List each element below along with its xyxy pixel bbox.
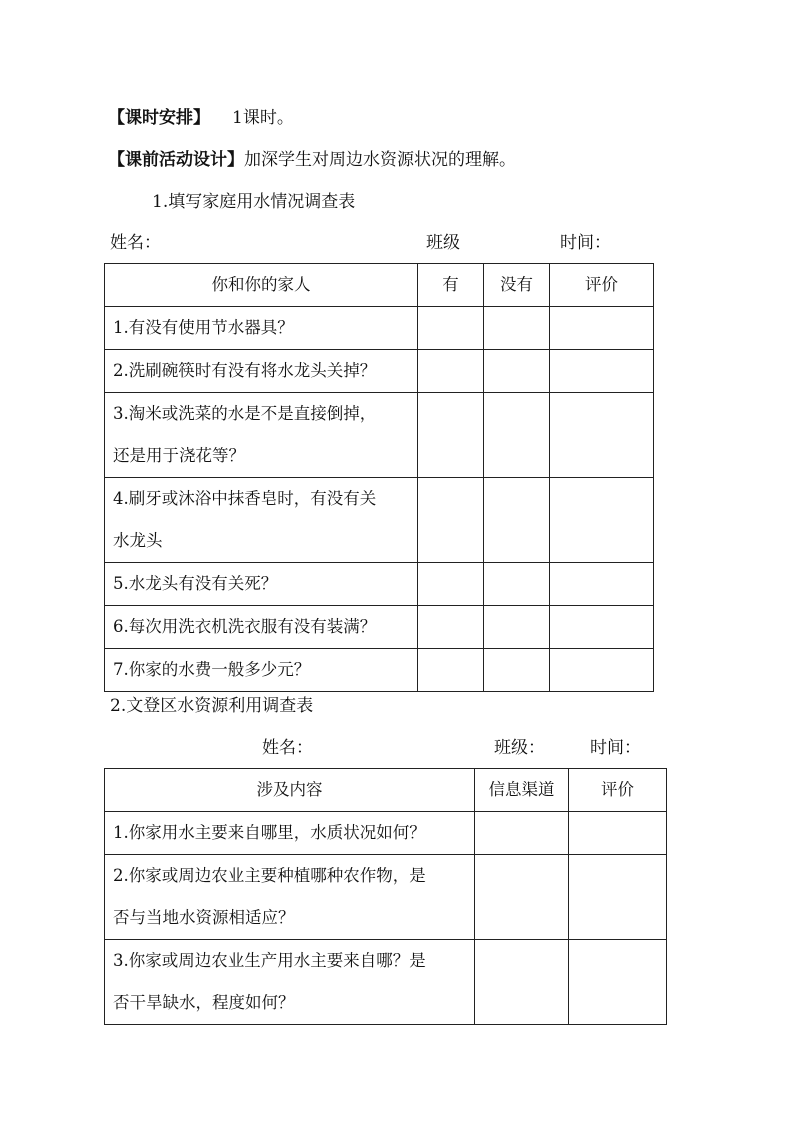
question-line: 2.你家或周边农业主要种植哪种农作物，是 [113, 866, 426, 885]
survey2-title: 2.文登区水资源利用调查表 [110, 696, 314, 716]
schedule-line [108, 106, 294, 130]
header-cell: 信息渠道 [475, 769, 569, 812]
preclass-line [108, 148, 516, 172]
water-resource-survey-table [104, 768, 667, 1025]
survey1-name-label: 姓名： [110, 233, 161, 253]
question-cell: 5.水龙头有没有关死？ [105, 563, 418, 606]
answer-cell-yes[interactable] [418, 606, 484, 649]
info-channel-cell[interactable] [475, 855, 569, 940]
evaluation-cell[interactable] [550, 478, 654, 563]
answer-cell-yes[interactable] [418, 307, 484, 350]
table-row [105, 606, 654, 649]
question-cell: 7.你家的水费一般多少元？ [105, 649, 418, 692]
question-cell: 1.你家用水主要来自哪里，水质状况如何？ [105, 812, 475, 855]
survey2-class-label: 班级： [494, 738, 545, 758]
table-row [105, 940, 667, 1025]
survey2-time-label: 时间： [590, 738, 641, 758]
preclass-label: 【课前活动设计】 [108, 150, 244, 170]
question-line: 否与当地水资源相适应？ [113, 908, 295, 927]
table-row [105, 649, 654, 692]
answer-cell-yes[interactable] [418, 393, 484, 478]
question-line: 3.你家或周边农业生产用水主要来自哪？是 [113, 951, 426, 970]
header-cell: 评价 [569, 769, 667, 812]
answer-cell-no[interactable] [484, 307, 550, 350]
evaluation-cell[interactable] [550, 606, 654, 649]
evaluation-cell[interactable] [550, 307, 654, 350]
answer-cell-no[interactable] [484, 478, 550, 563]
header-cell: 没有 [484, 264, 550, 307]
evaluation-cell[interactable] [550, 649, 654, 692]
evaluation-cell[interactable] [569, 812, 667, 855]
header-cell: 评价 [550, 264, 654, 307]
question-cell [105, 478, 418, 563]
table-row [105, 563, 654, 606]
answer-cell-no[interactable] [484, 649, 550, 692]
question-cell [105, 940, 475, 1025]
answer-cell-no[interactable] [484, 563, 550, 606]
answer-cell-yes[interactable] [418, 478, 484, 563]
header-cell: 你和你的家人 [105, 264, 418, 307]
schedule-value: 1课时。 [232, 108, 294, 128]
header-cell: 涉及内容 [105, 769, 475, 812]
survey1-time-label: 时间： [560, 233, 611, 253]
question-line: 4.刷牙或沐浴中抹香皂时，有没有关 [113, 489, 377, 508]
answer-cell-yes[interactable] [418, 350, 484, 393]
question-cell: 2.洗刷碗筷时有没有将水龙头关掉？ [105, 350, 418, 393]
info-channel-cell[interactable] [475, 940, 569, 1025]
table-row [105, 812, 667, 855]
household-water-survey-table [104, 263, 654, 692]
evaluation-cell[interactable] [550, 350, 654, 393]
table-header-row [105, 264, 654, 307]
answer-cell-no[interactable] [484, 393, 550, 478]
table-row [105, 393, 654, 478]
evaluation-cell[interactable] [550, 563, 654, 606]
table-row [105, 855, 667, 940]
preclass-value: 加深学生对周边水资源状况的理解。 [244, 150, 516, 170]
question-line: 否干旱缺水，程度如何？ [113, 993, 295, 1012]
table-row [105, 478, 654, 563]
question-cell [105, 393, 418, 478]
survey2-name-label: 姓名： [262, 738, 313, 758]
table-row [105, 350, 654, 393]
table-header-row [105, 769, 667, 812]
table-row [105, 307, 654, 350]
question-line: 水龙头 [113, 531, 163, 550]
survey1-title: 1.填写家庭用水情况调查表 [152, 192, 356, 212]
answer-cell-yes[interactable] [418, 649, 484, 692]
question-cell: 6.每次用洗衣机洗衣服有没有装满？ [105, 606, 418, 649]
question-cell: 1.有没有使用节水器具？ [105, 307, 418, 350]
question-line: 3.淘米或洗菜的水是不是直接倒掉， [113, 404, 377, 423]
answer-cell-no[interactable] [484, 350, 550, 393]
header-cell: 有 [418, 264, 484, 307]
evaluation-cell[interactable] [569, 940, 667, 1025]
question-cell [105, 855, 475, 940]
evaluation-cell[interactable] [569, 855, 667, 940]
survey1-class-label: 班级 [426, 233, 460, 253]
question-line: 还是用于浇花等？ [113, 446, 245, 465]
evaluation-cell[interactable] [550, 393, 654, 478]
schedule-label: 【课时安排】 [108, 108, 210, 128]
answer-cell-yes[interactable] [418, 563, 484, 606]
info-channel-cell[interactable] [475, 812, 569, 855]
answer-cell-no[interactable] [484, 606, 550, 649]
